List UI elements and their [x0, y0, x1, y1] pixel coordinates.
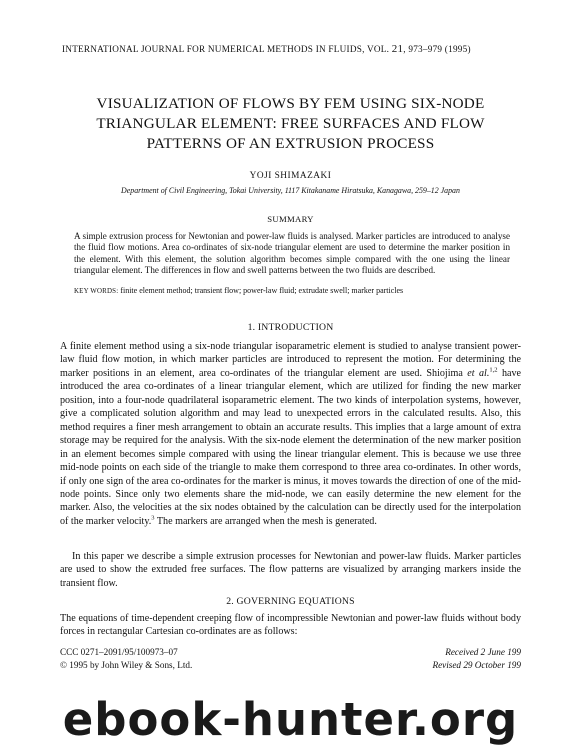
received-date: Received 2 June 199 — [445, 647, 521, 657]
keywords-label: KEY WORDS: — [74, 288, 119, 295]
journal-pages: , 973–979 (1995) — [403, 44, 471, 54]
keywords-text: finite element method; transient flow; power-law fluid; extrudate swell; marker particles — [120, 286, 404, 295]
ccc-code: CCC 0271–2091/95/100973–07 — [60, 647, 178, 657]
author-name: YOJI SHIMAZAKI — [249, 171, 332, 181]
revised-date: Revised 29 October 199 — [432, 659, 521, 670]
journal-name: INTERNATIONAL JOURNAL FOR NUMERICAL METHODS IN FLUIDS, VOL. — [62, 44, 390, 54]
author-affiliation: Department of Civil Engineering, Tokai University, 1117 Kitakaname Hiratsuka, Kanagawa, 259–12 Japan — [121, 186, 460, 195]
title-line-1: VISUALIZATION OF FLOWS BY FEM USING SIX-NODE — [96, 95, 485, 112]
citation-ref-1-2: 1,2 — [489, 366, 498, 374]
paper-title — [60, 94, 521, 154]
governing-paragraph-1: The equations of time-dependent creeping flow of incompressible Newtonian and power-law fluids without body forces in rectangular Cartesian co-ordinates are as follows: — [60, 613, 521, 638]
footer-right — [330, 646, 521, 671]
copyright-line: © 1995 by John Wiley & Sons, Ltd. — [60, 659, 193, 670]
watermark-text: ebook-hunter.org — [62, 693, 519, 746]
intro-text-a: A finite element method using a six-node triangular isoparametric element is studied to analyse transient power-law fluid flow motion, in which marker particles are introduced to represent the motion. For determining the marker positions in an element, area co-ordinates of the triangular element are used. Shiojima — [60, 341, 521, 379]
footer-left — [60, 646, 280, 671]
journal-volume: 21 — [391, 43, 404, 55]
intro-text-b: have introduced the area co-ordinates of a linear triangular element, which are utilized for finding the new marker position, into a four-node quadrilateral isoparametric element. The two kinds of interpolation systems, however, give a complicated solution algorithm and may lead to unexpected errors in the calculated results. Also, this method requires a finer mesh arrangement to obtain an accurate results. This implies that a large amount of extra storage may be required for the analysis. With the six-node element the determination of the new marker position in an element becomes simple compared with using the linear triangular element. This is because we use three mid-node points on each side of the triangle to make them correspond to three area co-ordinates. In other words, if only one sign of the area co-ordinates for the marker is minus, it moves towards the direction of one of the mid-node points. Since only two elements share the mid-node, we can easily determine the new element for the marker. Also, the velocities at the six nodes obtained by the calculation can be directly used for the interpolation of the marker velocity. — [60, 367, 521, 527]
citation-ref-3: 3 — [151, 514, 155, 522]
summary-heading: SUMMARY — [267, 214, 314, 224]
journal-header — [62, 43, 522, 55]
title-line-3: PATTERNS OF AN EXTRUSION PROCESS — [146, 135, 435, 152]
intro-et-al: et al. — [467, 367, 490, 379]
section-heading-introduction: 1. INTRODUCTION — [247, 322, 334, 333]
section-heading-governing-equations: 2. GOVERNING EQUATIONS — [226, 596, 355, 607]
introduction-paragraph-1 — [60, 340, 521, 528]
keywords — [74, 286, 510, 295]
introduction-paragraph-2: In this paper we describe a simple extrusion processes for Newtonian and power-law fluids. Marker particles are used to show the extruded free surfaces. The flow patterns are visualized by arranging markers inside the transient flow. — [60, 551, 521, 589]
intro-text-c: The markers are arranged when the mesh is generated. — [154, 515, 377, 527]
summary-text: A simple extrusion process for Newtonian and power-law fluids is analysed. Marker particles are introduced to analyse the fluid flow motions. Area co-ordinates of six-node triangular element are used to determine the marker position in the element. With this element, the solution algorithm becomes simple compared with the one using the linear triangular element. The differences in flow and swell patterns between the two fluids are described. — [74, 231, 510, 276]
title-line-2: TRIANGULAR ELEMENT: FREE SURFACES AND FLOW — [96, 115, 485, 132]
